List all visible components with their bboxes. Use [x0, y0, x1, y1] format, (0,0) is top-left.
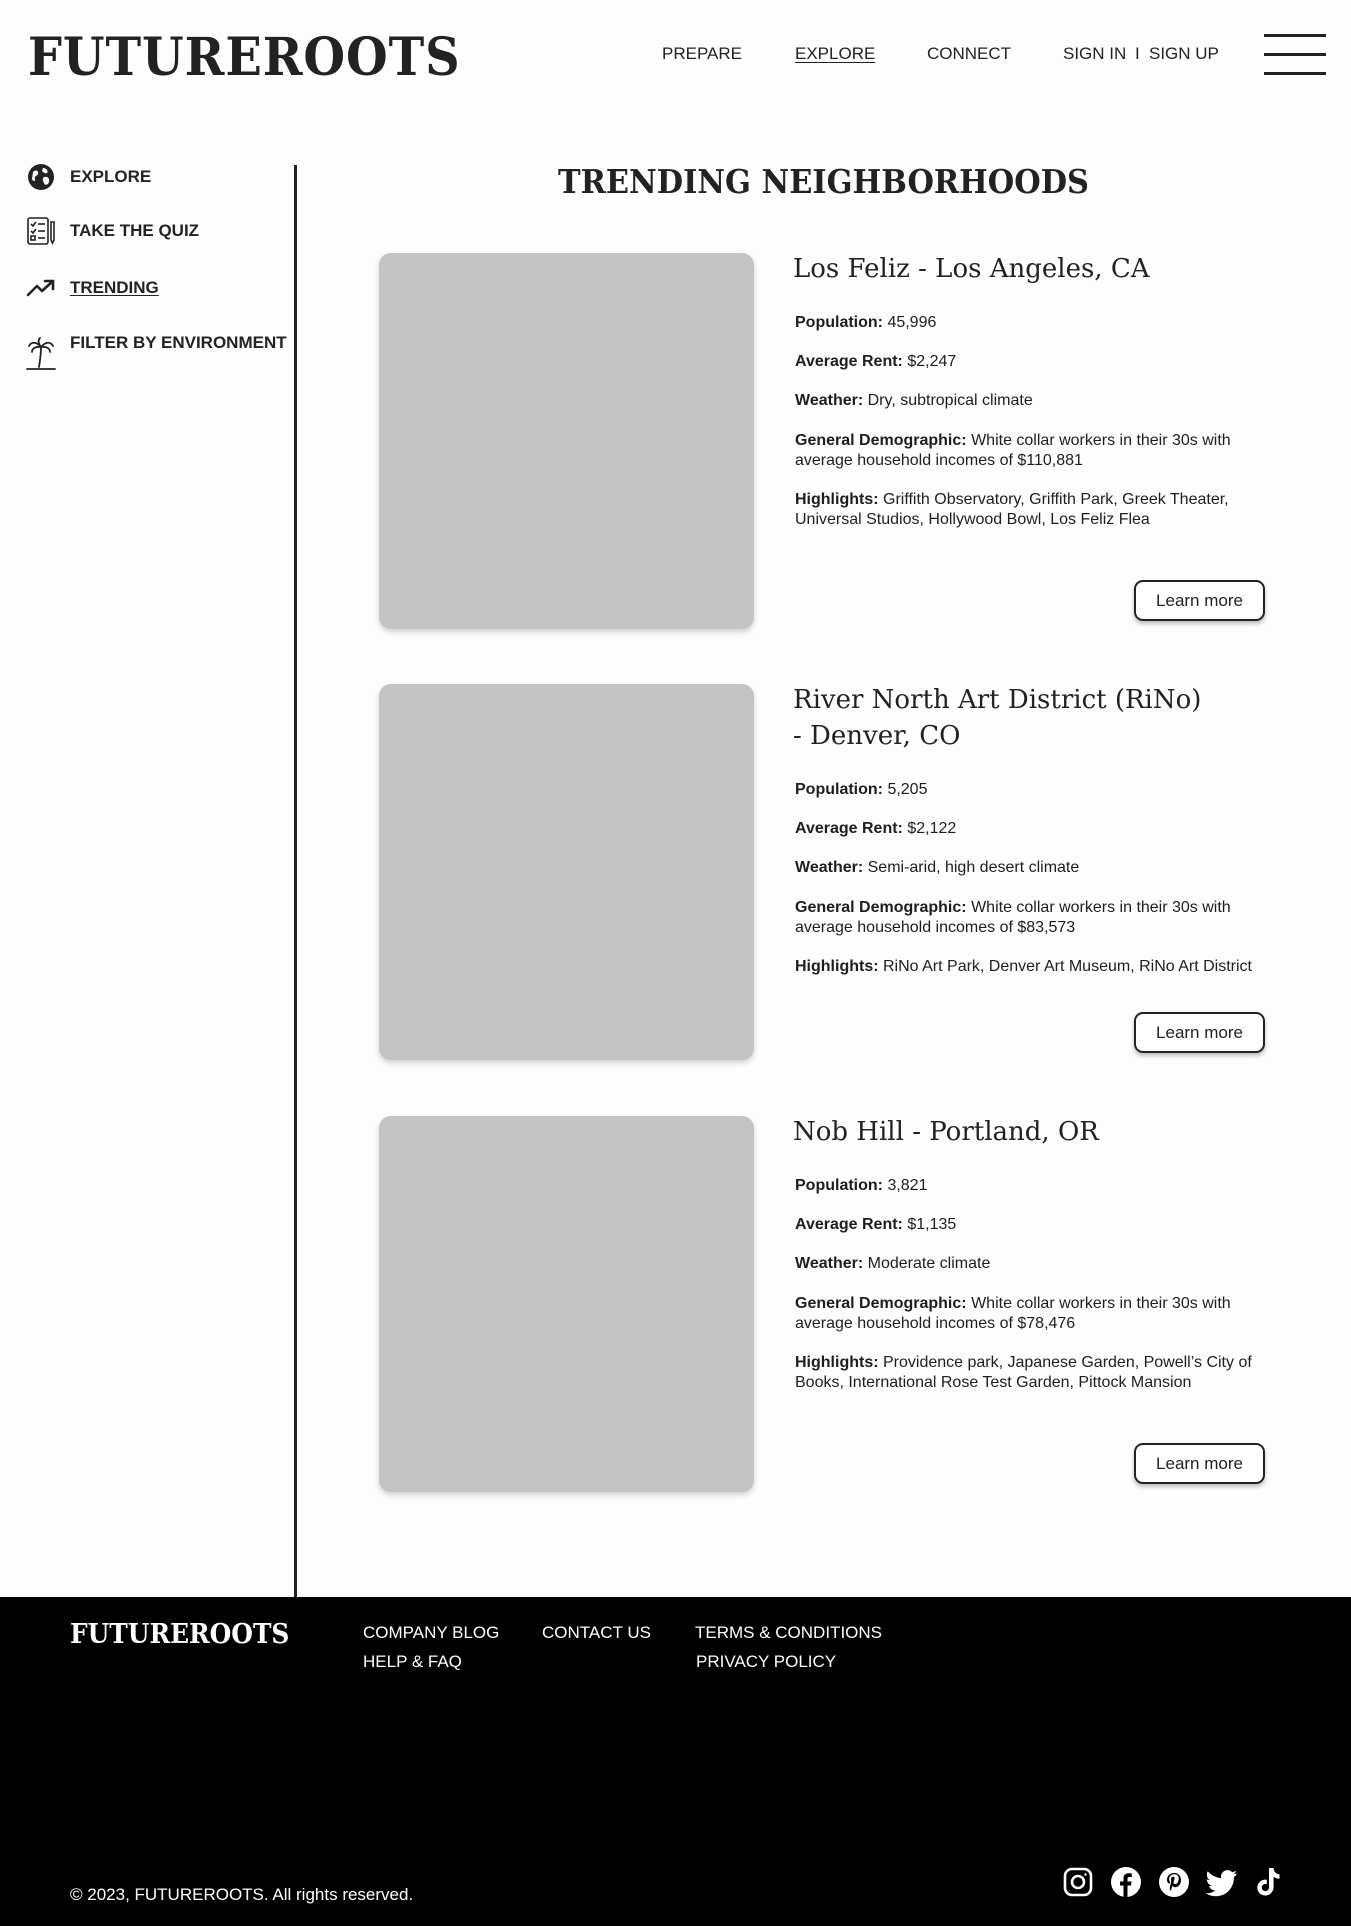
rent-field: Average Rent: $2,247 — [795, 353, 957, 370]
neighborhood-title: Los Feliz - Los Angeles, CA — [793, 254, 1150, 284]
sidebar-item-filter-by-environment[interactable] — [26, 333, 287, 371]
learn-more-button[interactable]: Learn more — [1134, 580, 1265, 621]
nav-separator: I — [1135, 44, 1140, 63]
site-header — [0, 0, 1351, 110]
weather-field: Weather: Moderate climate — [795, 1255, 991, 1272]
sidebar-item-take-the-quiz[interactable] — [26, 216, 200, 246]
page-title: TRENDING NEIGHBORHOODS — [558, 162, 1089, 201]
facebook-icon[interactable] — [1110, 1866, 1142, 1898]
palm-tree-icon — [26, 337, 56, 371]
trending-up-icon — [26, 273, 56, 303]
sidebar-item-label: FILTER BY ENVIRONMENT — [70, 333, 287, 352]
rent-field: Average Rent: $2,122 — [795, 820, 957, 837]
neighborhood-image-placeholder — [379, 253, 754, 629]
highlights-field: Highlights: Griffith Observatory, Griffith Park, Greek Theater, Universal Studios, Hollywood Bowl, Los Feliz Flea — [795, 491, 1229, 528]
neighborhood-image-placeholder — [379, 684, 754, 1060]
highlights-field: Highlights: RiNo Art Park, Denver Art Museum, RiNo Art District — [795, 958, 1252, 975]
weather-field: Weather: Dry, subtropical climate — [795, 392, 1033, 409]
highlights-field: Highlights: Providence park, Japanese Garden, Powell’s City of Books, International Rose Test Garden, Pittock Mansion — [795, 1354, 1252, 1391]
learn-more-button[interactable]: Learn more — [1134, 1012, 1265, 1053]
sidebar-item-label: EXPLORE — [70, 167, 152, 186]
neighborhood-image-placeholder — [379, 1116, 754, 1492]
sidebar-item-label: TRENDING — [70, 278, 159, 297]
demographic-field: General Demographic: White collar workers in their 30s with average household incomes of $78,476 — [795, 1295, 1231, 1332]
instagram-icon[interactable] — [1062, 1866, 1094, 1898]
demographic-field: General Demographic: White collar workers in their 30s with average household incomes of $83,573 — [795, 899, 1231, 936]
population-field: Population: 3,821 — [795, 1177, 928, 1194]
weather-field: Weather: Semi-arid, high desert climate — [795, 859, 1080, 876]
pinterest-icon[interactable] — [1158, 1866, 1190, 1898]
sidebar-item-trending[interactable] — [26, 273, 159, 303]
globe-icon — [26, 162, 56, 192]
hamburger-menu-icon[interactable] — [1264, 34, 1326, 76]
footer-link-help-faq[interactable]: HELP & FAQ — [363, 1652, 462, 1671]
population-field: Population: 45,996 — [795, 314, 937, 331]
footer-link-privacy[interactable]: PRIVACY POLICY — [696, 1652, 837, 1671]
twitter-icon[interactable] — [1205, 1866, 1237, 1898]
tiktok-icon[interactable] — [1253, 1866, 1285, 1898]
nav-sign-in[interactable]: SIGN IN — [1063, 44, 1127, 63]
site-footer — [0, 1597, 1351, 1926]
neighborhood-title: River North Art District (RiNo) - Denver, CO — [793, 685, 1202, 751]
nav-explore[interactable]: EXPLORE — [795, 44, 876, 63]
learn-more-button[interactable]: Learn more — [1134, 1443, 1265, 1484]
sidebar-divider — [294, 165, 297, 1597]
sidebar-item-explore[interactable] — [26, 162, 152, 192]
footer-link-contact-us[interactable]: CONTACT US — [542, 1623, 651, 1642]
population-field: Population: 5,205 — [795, 781, 928, 798]
rent-field: Average Rent: $1,135 — [795, 1216, 957, 1233]
quiz-checklist-icon — [26, 216, 56, 246]
sidebar-item-label: TAKE THE QUIZ — [70, 221, 200, 240]
demographic-field: General Demographic: White collar workers in their 30s with average household incomes of $110,881 — [795, 432, 1231, 469]
neighborhood-title: Nob Hill - Portland, OR — [793, 1117, 1099, 1147]
nav-sign-up[interactable]: SIGN UP — [1149, 44, 1219, 63]
nav-prepare[interactable]: PREPARE — [662, 44, 742, 63]
site-logo[interactable]: FUTUREROOTS — [28, 27, 461, 88]
footer-link-company-blog[interactable]: COMPANY BLOG — [363, 1623, 500, 1642]
copyright-text: © 2023, FUTUREROOTS. All rights reserved. — [70, 1885, 414, 1904]
footer-logo[interactable]: FUTUREROOTS — [70, 1619, 290, 1650]
footer-link-terms[interactable]: TERMS & CONDITIONS — [695, 1623, 883, 1642]
nav-connect[interactable]: CONNECT — [927, 44, 1012, 63]
